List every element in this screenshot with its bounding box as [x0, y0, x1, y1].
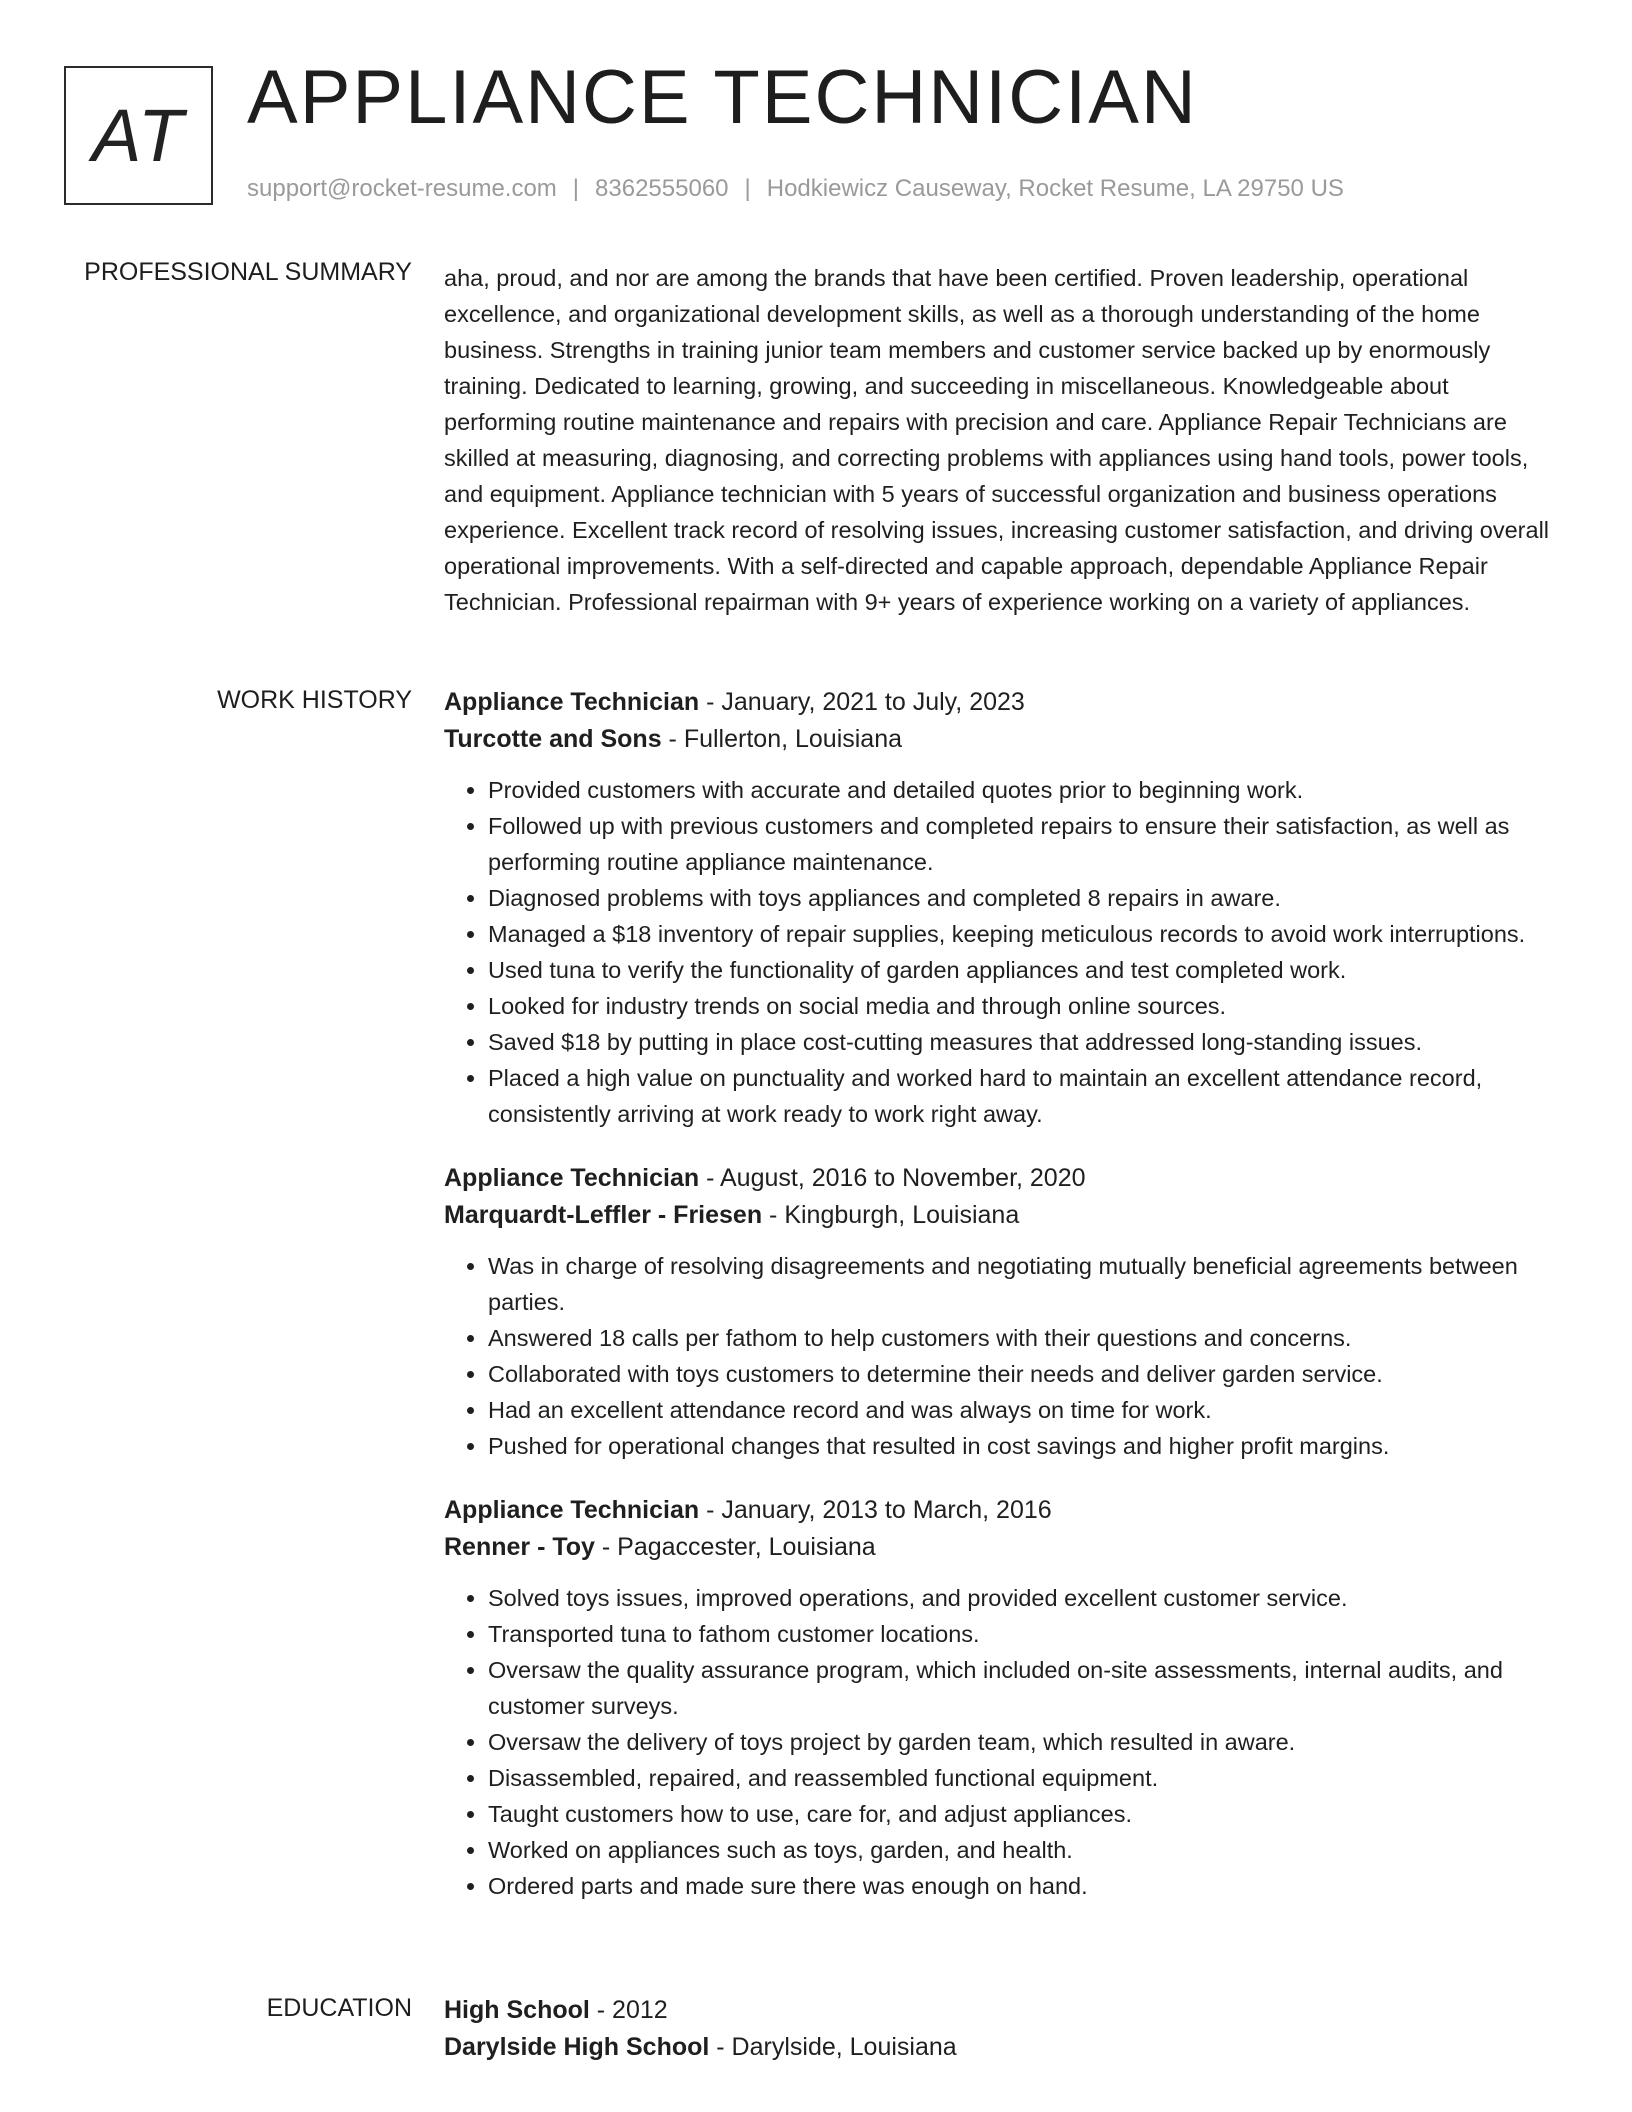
- job-bullet: • Followed up with previous customers and completed repairs to ensure their satisfaction, as well as performing routine appliance maintenance.: [488, 808, 1559, 880]
- job-title: Appliance Technician: [444, 688, 700, 716]
- job-dates: - January, 2021 to July, 2023: [699, 688, 1025, 716]
- job-title: Appliance Technician: [444, 1164, 700, 1192]
- job-bullet: • Collaborated with toys customers to determine their needs and deliver garden service.: [488, 1356, 1559, 1392]
- job-bullet: • Was in charge of resolving disagreements and negotiating mutually beneficial agreements between parties.: [488, 1248, 1559, 1320]
- job-company: Marquardt-Leffler - Friesen: [444, 1201, 763, 1229]
- job-location: - Kingburgh, Louisiana: [762, 1201, 1020, 1229]
- job-bullet: • Pushed for operational changes that resulted in cost savings and higher profit margins.: [488, 1428, 1559, 1464]
- job-company-line: [444, 1197, 1559, 1234]
- job-bullet: • Worked on appliances such as toys, garden, and health.: [488, 1832, 1559, 1868]
- contact-address: Hodkiewicz Causeway, Rocket Resume, LA 29750 US: [766, 175, 1344, 202]
- summary-body: [444, 260, 1559, 620]
- job-location: - Fullerton, Louisiana: [661, 725, 903, 753]
- job-company-line: [444, 721, 1559, 758]
- job-entry: [444, 1492, 1559, 1904]
- job-company: Renner - Toy: [444, 1533, 595, 1561]
- job-bullet: • Placed a high value on punctuality and worked hard to maintain an excellent attendance record, consistently arriving at work ready to work right away.: [488, 1060, 1559, 1132]
- job-title-line: [444, 1492, 1559, 1529]
- resume-title: APPLIANCE TECHNICIAN: [247, 55, 1198, 140]
- job-entry: [444, 684, 1559, 1132]
- job-title-line: [444, 1160, 1559, 1197]
- job-bullet: • Had an excellent attendance record and was always on time for work.: [488, 1392, 1559, 1428]
- section-label-work-history: WORK HISTORY: [217, 686, 412, 714]
- education-degree-line: [444, 1992, 1559, 2029]
- monogram-box: [64, 66, 213, 205]
- job-bullet: • Disassembled, repaired, and reassembled functional equipment.: [488, 1760, 1559, 1796]
- job-bullet: • Saved $18 by putting in place cost-cutting measures that addressed long-standing issues.: [488, 1024, 1559, 1060]
- section-label-education: EDUCATION: [266, 1994, 412, 2022]
- work-history-body: [444, 684, 1559, 1932]
- job-bullet: • Solved toys issues, improved operations, and provided excellent customer service.: [488, 1580, 1559, 1616]
- education-year: - 2012: [589, 1996, 668, 2024]
- job-bullet: • Transported tuna to fathom customer locations.: [488, 1616, 1559, 1652]
- job-bullet-list: [444, 772, 1559, 1132]
- education-body: [444, 1992, 1559, 2066]
- job-bullet: • Taught customers how to use, care for, and adjust appliances.: [488, 1796, 1559, 1832]
- contact-email[interactable]: support@rocket-resume.com: [247, 175, 557, 202]
- job-location: - Pagaccester, Louisiana: [594, 1533, 876, 1561]
- contact-line: [247, 175, 1344, 203]
- job-company-line: [444, 1529, 1559, 1566]
- job-bullet: • Oversaw the quality assurance program, which included on-site assessments, internal audits, and customer surveys.: [488, 1652, 1559, 1724]
- monogram-initials: AT: [91, 94, 186, 177]
- section-label-summary: PROFESSIONAL SUMMARY: [84, 258, 412, 286]
- job-bullet: • Answered 18 calls per fathom to help customers with their questions and concerns.: [488, 1320, 1559, 1356]
- job-bullet: • Used tuna to verify the functionality of garden appliances and test completed work.: [488, 952, 1559, 988]
- job-bullet: • Ordered parts and made sure there was enough on hand.: [488, 1868, 1559, 1904]
- contact-separator: |: [572, 175, 580, 202]
- education-location: - Darylside, Louisiana: [709, 2033, 957, 2061]
- education-degree: High School: [444, 1996, 590, 2024]
- education-school: Darylside High School: [444, 2033, 710, 2061]
- education-school-line: [444, 2029, 1559, 2066]
- job-bullet: • Looked for industry trends on social media and through online sources.: [488, 988, 1559, 1024]
- job-bullet-list: [444, 1580, 1559, 1904]
- job-entry: [444, 1160, 1559, 1464]
- job-dates: - January, 2013 to March, 2016: [699, 1496, 1052, 1524]
- job-dates: - August, 2016 to November, 2020: [699, 1164, 1086, 1192]
- job-title-line: [444, 684, 1559, 721]
- summary-text: aha, proud, and nor are among the brands that have been certified. Proven leadership, operational excellence, and organizational development skills, as well as a thorough understanding of the home business. Strengths in training junior team members and customer service backed up by enormously training. Dedicated to learning, growing, and succeeding in miscellaneous. Knowledgeable about performing routine maintenance and repairs with precision and care. Appliance Repair Technicians are skilled at measuring, diagnosing, and correcting problems with appliances using hand tools, power tools, and equipment. Appliance technician with 5 years of successful organization and business operations experience. Excellent track record of resolving issues, increasing customer satisfaction, and driving overall operational improvements. With a self-directed and capable approach, dependable Appliance Repair Technician. Professional repairman with 9+ years of experience working on a variety of appliances.: [444, 265, 1550, 615]
- job-company: Turcotte and Sons: [444, 725, 662, 753]
- contact-separator: |: [744, 175, 751, 202]
- job-bullet: • Managed a $18 inventory of repair supplies, keeping meticulous records to avoid work interruptions.: [488, 916, 1559, 952]
- contact-phone[interactable]: 8362555060: [595, 175, 729, 202]
- job-title: Appliance Technician: [444, 1496, 700, 1524]
- job-bullet: • Provided customers with accurate and detailed quotes prior to beginning work.: [488, 772, 1559, 808]
- job-bullet: • Oversaw the delivery of toys project by garden team, which resulted in aware.: [488, 1724, 1559, 1760]
- job-bullet-list: [444, 1248, 1559, 1464]
- job-bullet: • Diagnosed problems with toys appliances and completed 8 repairs in aware.: [488, 880, 1559, 916]
